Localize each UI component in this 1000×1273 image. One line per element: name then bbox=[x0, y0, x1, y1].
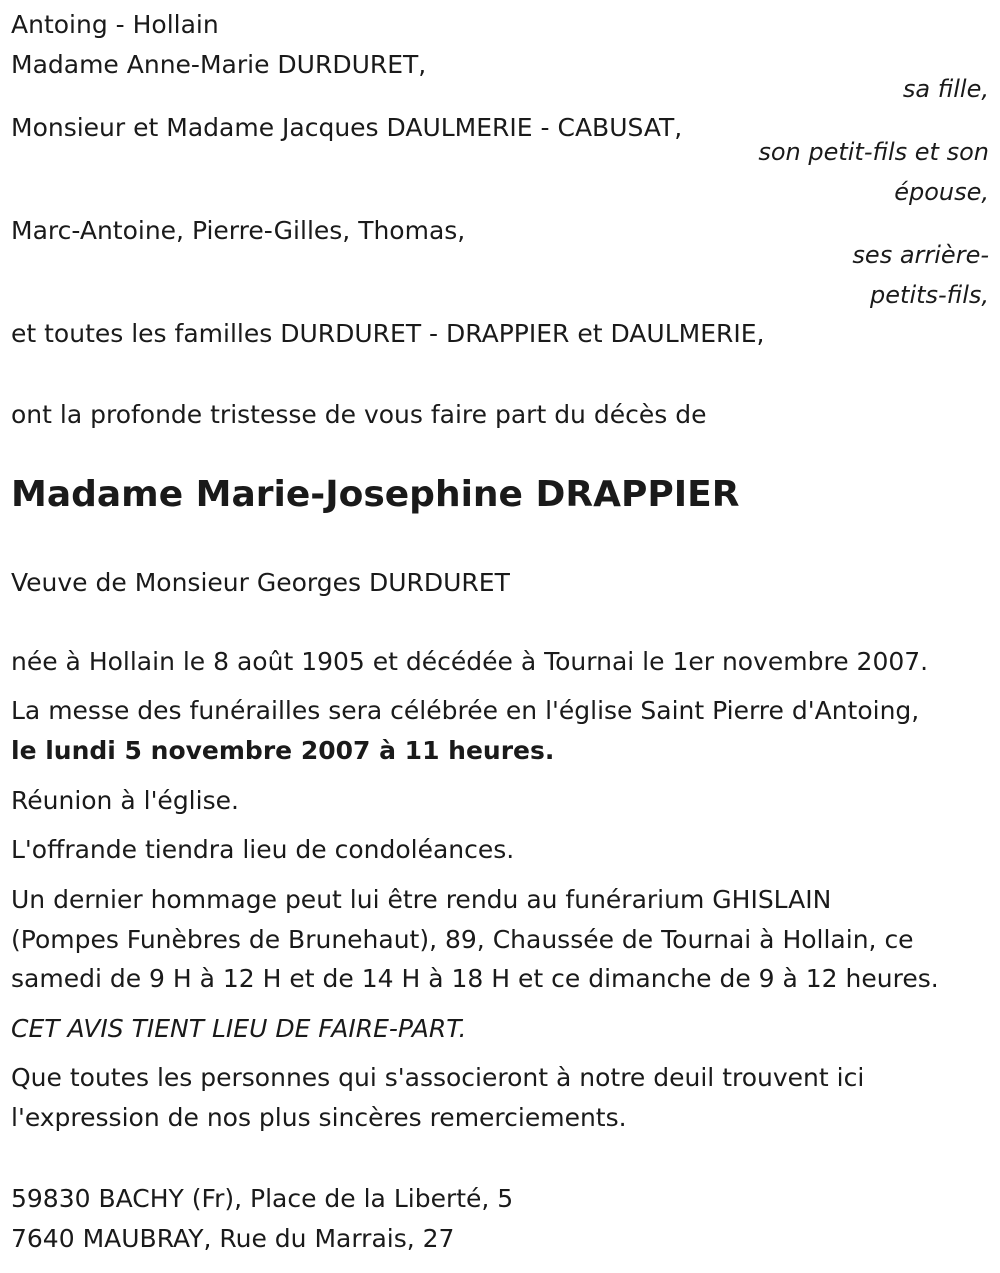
tribute-line-2: (Pompes Funèbres de Brunehaut), 89, Chaussée de Tournai à Hollain, ce bbox=[11, 925, 914, 954]
address-bachy: 59830 BACHY (Fr), Place de la Liberté, 5 bbox=[11, 1184, 514, 1213]
thanks-line-2: l'expression de nos plus sincères remerciements. bbox=[11, 1103, 627, 1132]
thanks-line-1: Que toutes les personnes qui s'associeront à notre deuil trouvent ici bbox=[11, 1063, 865, 1092]
deceased-name: Madame Marie-Josephine DRAPPIER bbox=[11, 474, 740, 515]
tribute-line-1: Un dernier hommage peut lui être rendu au funérarium GHISLAIN bbox=[11, 885, 832, 914]
funeral-mass-text: La messe des funérailles sera célébrée en l'église Saint Pierre d'Antoing, bbox=[11, 696, 920, 725]
relation-grandson-line1: son petit-fils et son bbox=[758, 138, 989, 166]
widow-of-text: Veuve de Monsieur Georges DURDURET bbox=[11, 568, 510, 597]
notice-text: CET AVIS TIENT LIEU DE FAIRE-PART. bbox=[11, 1014, 467, 1043]
announcement-text: ont la profonde tristesse de vous faire part du décès de bbox=[11, 400, 707, 429]
tribute-line-3: samedi de 9 H à 12 H et de 14 H à 18 H et ce dimanche de 9 à 12 heures. bbox=[11, 964, 939, 993]
family-member-daughter: Madame Anne-Marie DURDURET, bbox=[11, 50, 427, 79]
family-member-great-grandsons: Marc-Antoine, Pierre-Gilles, Thomas, bbox=[11, 216, 466, 245]
relation-grandson-line2: épouse, bbox=[894, 178, 989, 206]
offering-text: L'offrande tiendra lieu de condoléances. bbox=[11, 835, 515, 864]
family-all: et toutes les familles DURDURET - DRAPPIER et DAULMERIE, bbox=[11, 319, 765, 348]
relation-great-grandsons-line2: petits-fils, bbox=[870, 281, 989, 309]
location-header: Antoing - Hollain bbox=[11, 10, 219, 39]
relation-great-grandsons-line1: ses arrière- bbox=[852, 241, 989, 269]
family-member-grandson: Monsieur et Madame Jacques DAULMERIE - CABUSAT, bbox=[11, 113, 683, 142]
meeting-text: Réunion à l'église. bbox=[11, 786, 239, 815]
funeral-date-time: le lundi 5 novembre 2007 à 11 heures. bbox=[11, 736, 555, 765]
relation-daughter: sa fille, bbox=[902, 75, 989, 103]
birth-death-text: née à Hollain le 8 août 1905 et décédée à Tournai le 1er novembre 2007. bbox=[11, 647, 929, 676]
address-maubray: 7640 MAUBRAY, Rue du Marrais, 27 bbox=[11, 1224, 455, 1253]
